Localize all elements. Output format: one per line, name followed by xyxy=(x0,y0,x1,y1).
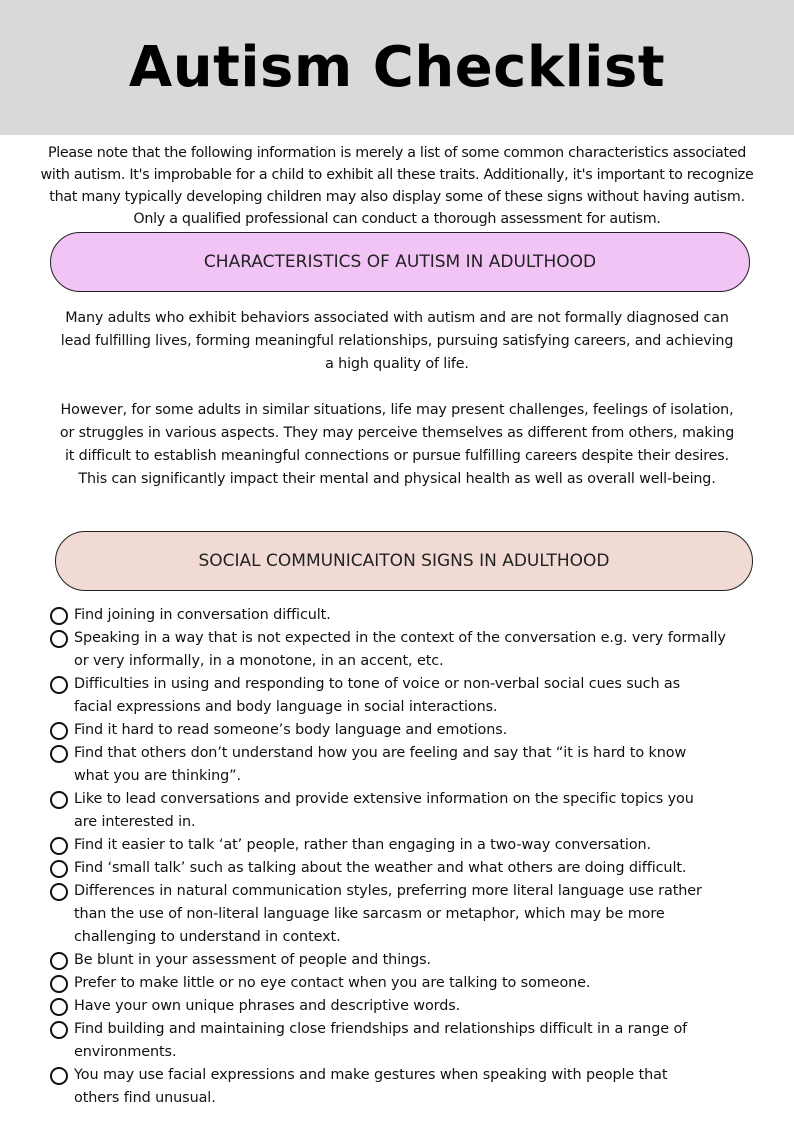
section-heading-text: CHARACTERISTICS OF AUTISM IN ADULTHOOD xyxy=(203,252,597,272)
checklist-item-text: You may use facial expressions and make gestures when speaking with people that xyxy=(74,1067,668,1083)
checkbox-circle-icon[interactable] xyxy=(50,791,68,809)
section-paragraph xyxy=(0,399,794,491)
text-line: This can significantly impact their mental and physical health as well as overall well-being. xyxy=(78,471,716,487)
checklist-item-text: what you are thinking”. xyxy=(74,768,241,784)
page-title: Autism Checklist xyxy=(128,35,666,100)
checklist-item-text: are interested in. xyxy=(74,814,196,830)
checklist-item-text: Difficulties in using and responding to tone of voice or non-verbal social cues such as xyxy=(74,676,681,692)
checklist-item-text: facial expressions and body language in social interactions. xyxy=(74,699,498,715)
checklist-item-text: Find it hard to read someone’s body language and emotions. xyxy=(74,722,508,738)
checklist-item xyxy=(48,627,768,673)
checklist-item xyxy=(48,880,768,949)
checklist xyxy=(48,604,768,1110)
checklist-item xyxy=(48,604,768,627)
section-paragraph xyxy=(0,307,794,376)
section-heading-social-communication xyxy=(55,531,753,591)
checklist-item xyxy=(48,949,768,972)
checkbox-circle-icon[interactable] xyxy=(50,998,68,1016)
text-line: that many typically developing children may also display some of these signs without having autism. xyxy=(49,189,745,205)
checkbox-circle-icon[interactable] xyxy=(50,837,68,855)
checklist-item-text: Find it easier to talk ‘at’ people, rather than engaging in a two-way conversation. xyxy=(74,837,652,853)
checklist-item-text: Find that others don’t understand how you are feeling and say that “it is hard to know xyxy=(74,745,687,761)
checklist-item xyxy=(48,1018,768,1064)
checklist-item xyxy=(48,834,768,857)
checklist-item-text: Prefer to make little or no eye contact when you are talking to someone. xyxy=(74,975,591,991)
checklist-item xyxy=(48,995,768,1018)
checklist-item-text: Be blunt in your assessment of people and things. xyxy=(74,952,432,968)
checkbox-circle-icon[interactable] xyxy=(50,860,68,878)
text-line: a high quality of life. xyxy=(325,356,469,372)
text-line: it difficult to establish meaningful connections or pursue fulfilling careers despite their desires. xyxy=(64,448,730,464)
checkbox-circle-icon[interactable] xyxy=(50,1021,68,1039)
checkbox-circle-icon[interactable] xyxy=(50,722,68,740)
text-line: Many adults who exhibit behaviors associated with autism and are not formally diagnosed can xyxy=(65,310,729,326)
checklist-item xyxy=(48,857,768,880)
checkbox-circle-icon[interactable] xyxy=(50,883,68,901)
checklist-item-text: than the use of non-literal language like sarcasm or metaphor, which may be more xyxy=(74,906,665,922)
checklist-item-text: Have your own unique phrases and descriptive words. xyxy=(74,998,461,1014)
text-line: Only a qualified professional can conduct a thorough assessment for autism. xyxy=(133,211,661,227)
checkbox-circle-icon[interactable] xyxy=(50,1067,68,1085)
checkbox-circle-icon[interactable] xyxy=(50,607,68,625)
checklist-item-text: environments. xyxy=(74,1044,177,1060)
checklist-item-text: Differences in natural communication styles, preferring more literal language use rather xyxy=(74,883,702,899)
checklist-item-text: challenging to understand in context. xyxy=(74,929,341,945)
checklist-item-text: or very informally, in a monotone, in an accent, etc. xyxy=(74,653,444,669)
checklist-item xyxy=(48,788,768,834)
checklist-item-text: Find joining in conversation difficult. xyxy=(74,607,331,623)
checklist-item xyxy=(48,742,768,788)
text-line: Please note that the following information is merely a list of some common characteristics associated xyxy=(47,145,747,161)
text-line: or struggles in various aspects. They may perceive themselves as different from others, making xyxy=(59,425,735,441)
checklist-item-text: Speaking in a way that is not expected in the context of the conversation e.g. very formally xyxy=(74,630,726,646)
section-heading-adulthood xyxy=(50,232,750,292)
checkbox-circle-icon[interactable] xyxy=(50,975,68,993)
text-line: with autism. It's improbable for a child to exhibit all these traits. Additionally, it's important to recognize xyxy=(40,167,754,183)
checkbox-circle-icon[interactable] xyxy=(50,952,68,970)
checkbox-circle-icon[interactable] xyxy=(50,745,68,763)
header-banner xyxy=(0,0,794,135)
checklist-item-text: others find unusual. xyxy=(74,1090,216,1106)
checklist-item-text: Find ‘small talk’ such as talking about the weather and what others are doing difficult. xyxy=(74,860,687,876)
checklist-item-text: Find building and maintaining close friendships and relationships difficult in a range of xyxy=(74,1021,688,1037)
checklist-item xyxy=(48,1064,768,1110)
checkbox-circle-icon[interactable] xyxy=(50,676,68,694)
checklist-item xyxy=(48,972,768,995)
checklist-item xyxy=(48,719,768,742)
checklist-item-text: Like to lead conversations and provide extensive information on the specific topics you xyxy=(74,791,694,807)
section-heading-text: SOCIAL COMMUNICAITON SIGNS IN ADULTHOOD xyxy=(198,551,610,571)
checklist-item xyxy=(48,673,768,719)
text-line: lead fulfilling lives, forming meaningful relationships, pursuing satisfying careers, and achieving xyxy=(60,333,734,349)
intro-text xyxy=(0,142,794,230)
checkbox-circle-icon[interactable] xyxy=(50,630,68,648)
text-line: However, for some adults in similar situations, life may present challenges, feelings of isolation, xyxy=(60,402,734,418)
